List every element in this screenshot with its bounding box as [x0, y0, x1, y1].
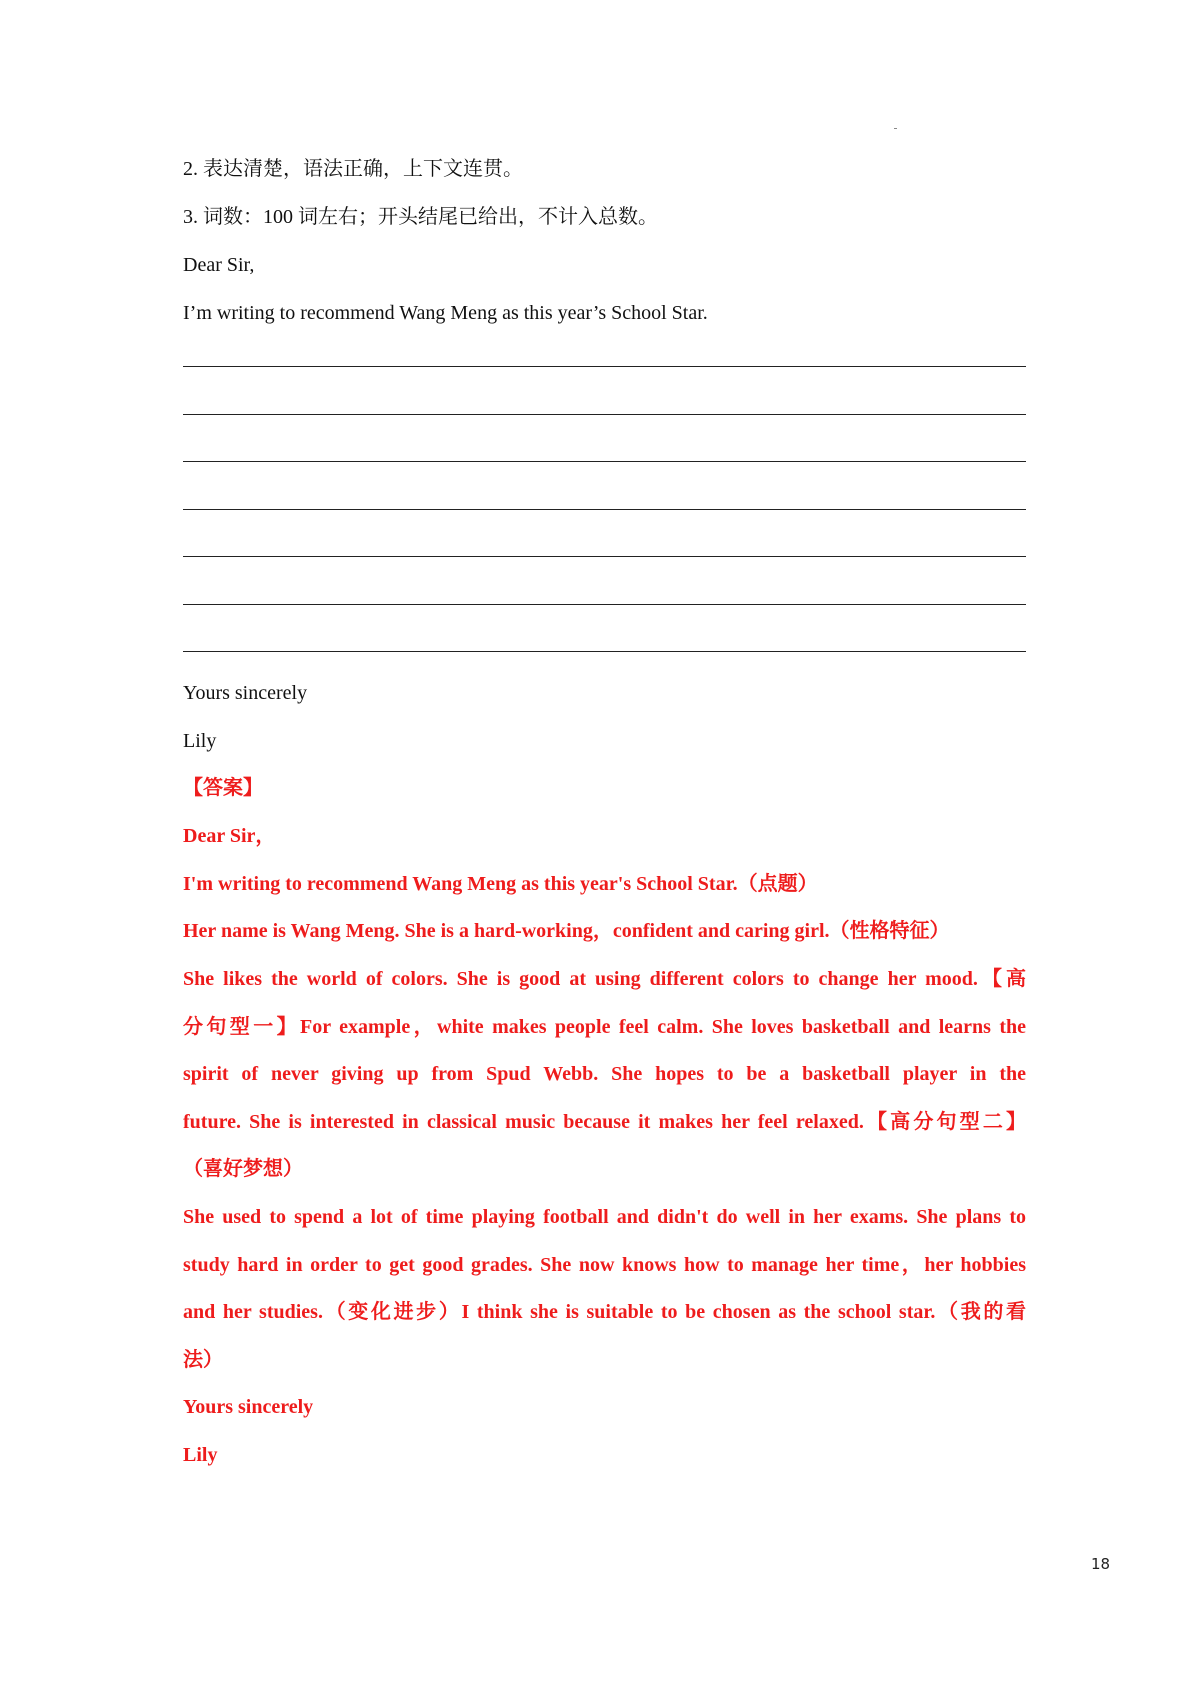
instruction-item-3: 3. 词数：100 词左右；开头结尾已给出，不计入总数。: [183, 206, 658, 228]
writing-line-2[interactable]: [183, 414, 1026, 415]
instruction-item-2: 2. 表达清楚，语法正确，上下文连贯。: [183, 158, 523, 180]
letter-greeting: Dear Sir,: [183, 254, 255, 276]
answer-line-8: She used to spend a lot of time playing football and didn't do well in her exams. She plans to: [183, 1206, 1026, 1228]
answer-line-5: spirit of never giving up from Spud Webb. She hopes to be a basketball player in the: [183, 1063, 1026, 1085]
letter-closing: Yours sincerely: [183, 682, 308, 704]
answer-line-9: study hard in order to get good grades. She now knows how to manage her time，her hobbies: [183, 1254, 1026, 1276]
answer-header: 【答案】: [183, 777, 263, 799]
writing-line-5[interactable]: [183, 556, 1026, 557]
answer-line-2: Her name is Wang Meng. She is a hard-working，confident and caring girl.（性格特征）: [183, 920, 950, 942]
letter-opening: I’m writing to recommend Wang Meng as this year’s School Star.: [183, 302, 708, 324]
letter-signature: Lily: [183, 730, 217, 752]
writing-line-4[interactable]: [183, 509, 1026, 510]
answer-line-6: future. She is interested in classical music because it makes her feel relaxed.【高分句型二】: [183, 1111, 1026, 1133]
answer-line-11: 法）: [183, 1349, 223, 1371]
document-page: [183, 0, 1026, 1698]
answer-closing: Yours sincerely: [183, 1396, 314, 1418]
answer-line-7: （喜好梦想）: [183, 1158, 303, 1180]
writing-line-7[interactable]: [183, 651, 1026, 652]
writing-line-1[interactable]: [183, 366, 1026, 367]
answer-signature: Lily: [183, 1444, 218, 1466]
answer-line-10: and her studies.（变化进步）I think she is suitable to be chosen as the school star.（我的看: [183, 1301, 1026, 1323]
answer-greeting: Dear Sir，: [183, 825, 276, 847]
writing-line-3[interactable]: [183, 461, 1026, 462]
answer-line-4: 分句型一】For example，white makes people feel calm. She loves basketball and learns the: [183, 1016, 1026, 1038]
page-number: 18: [1091, 1555, 1111, 1573]
writing-line-6[interactable]: [183, 604, 1026, 605]
answer-line-3: She likes the world of colors. She is good at using different colors to change her mood.【高: [183, 968, 1026, 990]
answer-line-1: I'm writing to recommend Wang Meng as this year's School Star.（点题）: [183, 873, 818, 895]
